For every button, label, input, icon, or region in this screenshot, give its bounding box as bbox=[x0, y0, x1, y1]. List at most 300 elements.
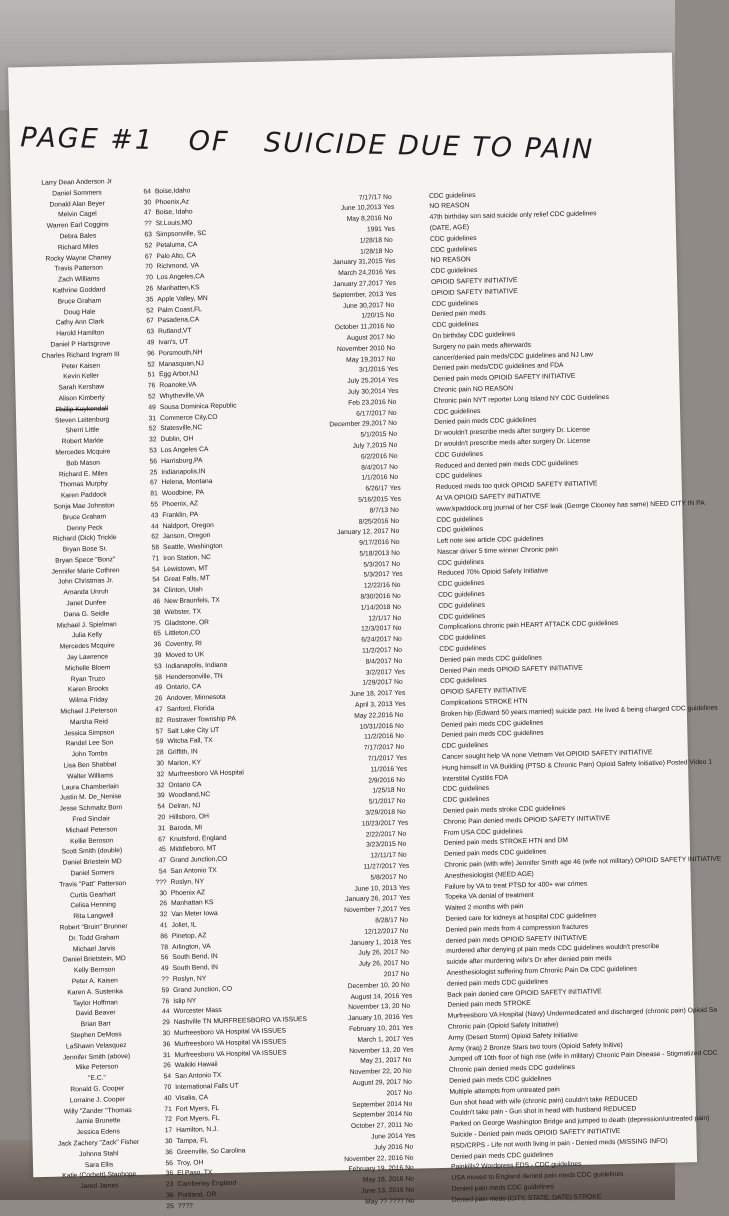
row-note: Denied pain meds CDC guidelines bbox=[444, 845, 688, 861]
row-date: 11/2/2016 bbox=[301, 732, 393, 745]
row-location: Dublin, OH bbox=[160, 433, 280, 447]
row-name: Richard E. Miles bbox=[27, 468, 139, 481]
row-name: Cathy Ann Clark bbox=[24, 317, 136, 330]
row-age: 28 bbox=[144, 748, 164, 759]
row-date: June 2014 bbox=[310, 1132, 402, 1145]
row-date: 11/2016 bbox=[302, 765, 394, 778]
row-age: 29 bbox=[150, 1018, 170, 1029]
row-age: 36 bbox=[150, 1040, 170, 1051]
row-age: 72 bbox=[152, 1115, 172, 1126]
row-name: Denny Peck bbox=[28, 522, 140, 535]
row-age: 54 bbox=[146, 867, 166, 878]
row-age: 52 bbox=[135, 392, 155, 403]
row-date: 6/24/2017 bbox=[299, 635, 391, 648]
row-yes-no: Yes bbox=[392, 570, 412, 581]
row-name: Kathrine Goddard bbox=[23, 285, 135, 298]
row-yes-no: No bbox=[386, 322, 406, 333]
row-note: Back pain denied care OPIOID SAFETY INITIATIVE bbox=[447, 985, 691, 1001]
row-location: Witcha Fall, TX bbox=[167, 735, 287, 749]
row-date: July 26, 2017 bbox=[306, 959, 398, 972]
row-age: 78 bbox=[148, 943, 168, 954]
row-location: Gladstone, OR bbox=[165, 616, 285, 630]
row-yes-no: Yes bbox=[401, 991, 421, 1002]
row-note: Chronic Pain denied meds OPIOID SAFETY INITIATIVE bbox=[443, 812, 687, 828]
row-note: Denied pain meds CDC guidelines bbox=[440, 650, 684, 666]
row-age: 26 bbox=[147, 900, 167, 911]
row-yes-no: Yes bbox=[402, 1023, 422, 1034]
row-note: Topeka VA denial of treatment bbox=[445, 888, 689, 904]
row-note: At VA OPIOID SAFETY INITIATIVE bbox=[436, 488, 680, 504]
row-age: 41 bbox=[147, 921, 167, 932]
row-location: Porsmouth,NH bbox=[159, 346, 279, 360]
row-name: John Tombs bbox=[34, 749, 146, 762]
row-name: Robert Markle bbox=[27, 436, 139, 449]
row-name: Fred Sinclair bbox=[35, 814, 147, 827]
row-age: 30 bbox=[150, 1029, 170, 1040]
row-note: Denied pain meds (CITY, STATE, DATE) STROKE bbox=[452, 1190, 696, 1206]
row-note: Multiple attempts from untreated pain bbox=[449, 1082, 693, 1098]
row-age: 44 bbox=[138, 522, 158, 533]
row-yes-no: No bbox=[400, 959, 420, 970]
row-location: Woodland,NC bbox=[169, 789, 289, 803]
row-yes-no: No bbox=[405, 1174, 425, 1185]
row-date: August 29, 2017 bbox=[309, 1078, 401, 1091]
row-date: 8/28/17 bbox=[305, 916, 397, 929]
row-location: Pasadena,CA bbox=[158, 314, 278, 328]
row-location: Rostraver Township PA bbox=[167, 713, 287, 727]
row-location: New Braunfels, TX bbox=[164, 594, 284, 608]
row-name: Robert "Bruin" Brunner bbox=[38, 922, 150, 935]
row-yes-no: No bbox=[386, 311, 406, 322]
row-yes-no: No bbox=[398, 872, 418, 883]
row-yes-no: No bbox=[393, 613, 413, 624]
row-note: Nascar driver 5 time winner Chronic pain bbox=[437, 542, 681, 558]
row-location: Knutsford, England bbox=[170, 832, 290, 846]
row-note: Denied pain meds OPIOID SAFETY INITIATIVE bbox=[433, 370, 677, 386]
row-date: November 13, 20 bbox=[307, 1002, 399, 1015]
row-date: January 12, 2017 bbox=[297, 527, 389, 540]
row-name: Travis Patterson bbox=[23, 263, 135, 276]
row-note: cancer/denied pain meds/CDC guidelines and NJ Law bbox=[433, 348, 677, 364]
row-name: Randel Lee Son bbox=[33, 738, 145, 751]
row-location: Whytheville,VA bbox=[159, 389, 279, 403]
row-note: suicide after murdering wife's Dr after denied pain meds bbox=[446, 952, 690, 968]
row-note: Denied pain meds/CDC guidelines and FDA bbox=[433, 359, 677, 375]
row-yes-no: Yes bbox=[387, 376, 407, 387]
row-date: 5/1/2017 bbox=[303, 797, 395, 810]
row-age: 59 bbox=[143, 738, 163, 749]
row-name: Bob Mason bbox=[27, 457, 139, 470]
row-location: Lewistown, MT bbox=[163, 562, 283, 576]
row-date: August 2017 bbox=[292, 333, 384, 346]
title-subject: SUICIDE DUE TO PAIN bbox=[264, 127, 595, 165]
row-age: ??? bbox=[147, 878, 167, 889]
row-note: CDC guidelines bbox=[442, 737, 686, 753]
row-yes-no: Yes bbox=[384, 257, 404, 268]
row-date: May 19,2017 bbox=[293, 355, 385, 368]
row-location: Visalia, CA bbox=[175, 1091, 295, 1105]
row-date: 3/2/2017 bbox=[300, 668, 392, 681]
row-yes-no: Yes bbox=[400, 937, 420, 948]
row-age: 63 bbox=[132, 230, 152, 241]
row-name: Julia Kelly bbox=[31, 630, 143, 643]
row-date: 1/25/18 bbox=[303, 786, 395, 799]
row-location: Statesville,NC bbox=[160, 422, 280, 436]
row-location: Rutland,VT bbox=[158, 325, 278, 339]
row-note: OPIOID SAFETY INITIATIVE bbox=[440, 683, 684, 699]
title-page-number: PAGE #1 bbox=[20, 122, 154, 156]
row-age: 30 bbox=[152, 1137, 172, 1148]
row-name: Sarah Kershaw bbox=[25, 382, 137, 395]
row-note: Reduced and denied pain meds CDC guidelines bbox=[435, 456, 679, 472]
row-note: Failure by VA to treat PTSD for 400+ war crimes bbox=[445, 877, 689, 893]
row-date: 12/11/17 bbox=[304, 851, 396, 864]
row-name: Lorraine J. Cooper bbox=[41, 1094, 153, 1107]
row-yes-no: No bbox=[400, 926, 420, 937]
row-date: 3/23/2015 bbox=[304, 840, 396, 853]
row-yes-no: No bbox=[401, 969, 421, 980]
row-yes-no: No bbox=[389, 440, 409, 451]
row-location: Waikiki Hawaii bbox=[175, 1059, 295, 1073]
row-yes-no: No bbox=[403, 1067, 423, 1078]
row-date: September, 2013 bbox=[291, 290, 383, 303]
row-note: Complications STROKE HTN bbox=[441, 693, 685, 709]
row-location: Phoenix,Az bbox=[155, 195, 275, 209]
row-yes-no: No bbox=[396, 743, 416, 754]
row-age: 56 bbox=[153, 1159, 173, 1170]
row-name: Karen Brooks bbox=[32, 684, 144, 697]
row-age: ?? bbox=[132, 220, 152, 231]
row-yes-no: No bbox=[383, 192, 403, 203]
row-yes-no: No bbox=[384, 214, 404, 225]
row-location: Apple Valley, MN bbox=[157, 292, 277, 306]
row-date: 5/3/2017 bbox=[298, 570, 390, 583]
row-yes-no: No bbox=[395, 710, 415, 721]
row-note: Denied pain meds CDC guidelines bbox=[441, 726, 685, 742]
row-name: Walter Williams bbox=[34, 770, 146, 783]
row-name: Peter A. Kaisen bbox=[39, 975, 151, 988]
row-note: Denied pain meds CDC guidelines bbox=[451, 1147, 695, 1163]
row-note: CDC guidelines bbox=[429, 186, 673, 202]
row-location: Sanford, Florida bbox=[167, 702, 287, 716]
row-yes-no: No bbox=[391, 559, 411, 570]
row-location: Grand Junction,CO bbox=[170, 854, 290, 868]
row-name: Michael Jarvis bbox=[38, 943, 150, 956]
row-location: Boise,Idaho bbox=[155, 184, 275, 198]
row-date: December 10, 20 bbox=[307, 981, 399, 994]
row-age: 23 bbox=[153, 1180, 173, 1191]
row-age: 25 bbox=[154, 1202, 174, 1213]
row-age: 96 bbox=[135, 349, 155, 360]
row-location: Indianapolis, Indiana bbox=[166, 659, 286, 673]
row-date: 11/2/2017 bbox=[299, 646, 391, 659]
row-location: Sousa Dominica Republic bbox=[160, 400, 280, 414]
row-yes-no: No bbox=[389, 462, 409, 473]
row-age: 39 bbox=[145, 792, 165, 803]
row-location: Petaluma, CA bbox=[156, 238, 276, 252]
row-yes-no: Yes bbox=[385, 268, 405, 279]
row-date: July 2016 bbox=[311, 1143, 403, 1156]
row-location: Camberley England bbox=[177, 1177, 297, 1191]
row-yes-no: No bbox=[405, 1153, 425, 1164]
row-age: 67 bbox=[134, 317, 154, 328]
row-yes-no: No bbox=[397, 829, 417, 840]
row-yes-no: No bbox=[389, 451, 409, 462]
row-age: 26 bbox=[142, 694, 162, 705]
row-yes-no: Yes bbox=[402, 1045, 422, 1056]
row-yes-no: No bbox=[397, 807, 417, 818]
row-location: Murfreesboro VA Hospital VA ISSUES bbox=[174, 1037, 294, 1051]
row-note: CDC guidelines bbox=[432, 316, 676, 332]
row-note: Army (Iraq) 2 Bronze Stars two tours (Opioid Safety Initive) bbox=[448, 1039, 692, 1055]
row-location: Simpsonville, SC bbox=[156, 227, 276, 241]
row-location: Indianapolis,IN bbox=[161, 465, 281, 479]
row-name: Amanda Unruh bbox=[30, 587, 142, 600]
row-age: 81 bbox=[138, 489, 158, 500]
row-age: 36 bbox=[141, 640, 161, 651]
row-yes-no: No bbox=[394, 656, 414, 667]
row-age: 67 bbox=[146, 835, 166, 846]
row-note: CDC guidelines bbox=[431, 262, 675, 278]
row-location: Harrisburg,PA bbox=[161, 454, 281, 468]
row-date: March 24,2016 bbox=[291, 268, 383, 281]
row-name: Sonja Mae Johnston bbox=[28, 501, 140, 514]
row-yes-no: No bbox=[388, 419, 408, 430]
row-location: Palm Coast,FL bbox=[158, 303, 278, 317]
row-date: September 2014 bbox=[310, 1110, 402, 1123]
row-location: Great Falls, MT bbox=[164, 573, 284, 587]
row-note: Army (Desert Storm) Opioid Safety Initiative bbox=[448, 1028, 692, 1044]
row-name: Lisa Ben Shabbat bbox=[34, 760, 146, 773]
row-age: 40 bbox=[151, 1094, 171, 1105]
row-yes-no: No bbox=[391, 538, 411, 549]
row-note: CDC guidelines bbox=[430, 229, 674, 245]
row-date: November 22, 20 bbox=[309, 1067, 401, 1080]
row-yes-no: No bbox=[392, 581, 412, 592]
row-location: Troy, OH bbox=[177, 1156, 297, 1170]
row-name: Mercedes Mcquire bbox=[31, 641, 143, 654]
row-date: 1/1/2016 bbox=[295, 473, 387, 486]
row-yes-no: No bbox=[404, 1120, 424, 1131]
row-yes-no: Yes bbox=[402, 1034, 422, 1045]
row-date: May 18, 2016 bbox=[311, 1175, 403, 1188]
row-age: 25 bbox=[137, 468, 157, 479]
row-age: 76 bbox=[149, 997, 169, 1008]
row-yes-no: Yes bbox=[399, 883, 419, 894]
row-date: June 10, 2013 bbox=[305, 884, 397, 897]
row-location: Ontario CA bbox=[168, 778, 288, 792]
row-yes-no: No bbox=[388, 408, 408, 419]
row-location: Grand Junction, CO bbox=[173, 983, 293, 997]
row-date: July 7,2015 bbox=[295, 441, 387, 454]
row-name: Dr. Todd Graham bbox=[38, 932, 150, 945]
row-location: San Antonio TX bbox=[175, 1069, 295, 1083]
row-name: Kellie Beroson bbox=[36, 835, 148, 848]
row-location: Ivan's, UT bbox=[158, 335, 278, 349]
row-note: Denied pain meds CDC guidelines bbox=[441, 715, 685, 731]
row-location: Franklin, PA bbox=[162, 508, 282, 522]
row-age: 31 bbox=[145, 824, 165, 835]
row-name: Daniel Sommers bbox=[21, 188, 133, 201]
row-note: Jumped off 10th floor of high rise (wife in military) Chronic Pain Disease - Stigmatized CDC bbox=[449, 1050, 693, 1066]
row-name: Jamie Brunette bbox=[42, 1116, 154, 1129]
row-yes-no: Yes bbox=[396, 764, 416, 775]
row-date: 8/7/13 bbox=[296, 506, 388, 519]
row-date: 6/26/17 bbox=[296, 484, 388, 497]
row-name: Harold Hamilton bbox=[24, 328, 136, 341]
row-name: David Beaver bbox=[39, 1008, 151, 1021]
row-location: Phoenix AZ bbox=[171, 886, 291, 900]
row-age: 86 bbox=[148, 932, 168, 943]
row-age: 53 bbox=[137, 446, 157, 457]
row-yes-no: Yes bbox=[395, 700, 415, 711]
row-note: NO REASON bbox=[430, 251, 674, 267]
row-yes-no: No bbox=[386, 333, 406, 344]
row-age: 57 bbox=[143, 727, 163, 738]
row-date: May ?? ???? bbox=[312, 1197, 404, 1210]
row-location: Baroda, MI bbox=[169, 821, 289, 835]
row-yes-no: Yes bbox=[399, 905, 419, 916]
row-name: Dana G. Seidle bbox=[30, 608, 142, 621]
row-yes-no: No bbox=[394, 678, 414, 689]
row-date: 7/17/2017 bbox=[302, 743, 394, 756]
row-note: Chronic pain denied meds CDC guidelines bbox=[449, 1060, 693, 1076]
row-age: 62 bbox=[139, 533, 159, 544]
row-note: denied pain meds CDC guidelines bbox=[447, 974, 691, 990]
paper-sheet bbox=[8, 52, 697, 1177]
row-name: Stephen DeMoss bbox=[40, 1029, 152, 1042]
row-name: Donald Alan Beyer bbox=[21, 198, 133, 211]
row-date: 8/30/2016 bbox=[298, 592, 390, 605]
row-location: Worcester Mass bbox=[173, 1005, 293, 1019]
row-name: Thomas Murphy bbox=[27, 479, 139, 492]
row-name: Daniel Brietstein, MD bbox=[38, 954, 150, 967]
row-name: Scott Smith (double) bbox=[36, 846, 148, 859]
row-note: Chronic pain NYT reporter Long Island NY CDC Guidelines bbox=[434, 391, 678, 407]
row-note: 47th birthday son said suicide only relief CDC guidelines bbox=[429, 208, 673, 224]
row-yes-no: No bbox=[395, 721, 415, 732]
row-location: Seattle, Washington bbox=[163, 541, 283, 555]
row-name: Doug Hale bbox=[24, 306, 136, 319]
row-age: 70 bbox=[133, 273, 153, 284]
row-age: 70 bbox=[151, 1083, 171, 1094]
row-date: November 2010 bbox=[292, 344, 384, 357]
row-date: 11/27/2017 bbox=[304, 862, 396, 875]
row-age: 59 bbox=[149, 986, 169, 997]
row-date: 2/22/2017 bbox=[303, 830, 395, 843]
row-date: February 10, 201 bbox=[308, 1024, 400, 1037]
row-location: Arlington, VA bbox=[172, 940, 292, 954]
row-location: Manasquan,NJ bbox=[159, 357, 279, 371]
row-note: (DATE, AGE) bbox=[430, 218, 674, 234]
row-yes-no: No bbox=[404, 1110, 424, 1121]
row-date: 5/1/2015 bbox=[294, 430, 386, 443]
row-name: Ryan Truzo bbox=[32, 673, 144, 686]
row-location: Los Angeles CA bbox=[161, 443, 281, 457]
row-location: Pinetop, AZ bbox=[172, 929, 292, 943]
row-location: Clinton, Utah bbox=[164, 584, 284, 598]
row-date: 12/1/17 bbox=[299, 614, 391, 627]
row-name: Steven Leitenburg bbox=[26, 414, 138, 427]
row-name: Debra Bales bbox=[22, 231, 134, 244]
row-name: Alison Kimberly bbox=[26, 393, 138, 406]
row-yes-no: Yes bbox=[383, 203, 403, 214]
row-note: RSD/CRPS - Life not worth living in pain - Denied meds (MISSING INFO) bbox=[451, 1136, 695, 1152]
row-location: Webster, TX bbox=[164, 605, 284, 619]
row-note: CDC guidelines bbox=[438, 596, 682, 612]
row-date: January 31,2015 bbox=[291, 257, 383, 270]
row-note: CDC guidelines bbox=[437, 553, 681, 569]
row-yes-no: No bbox=[403, 1077, 423, 1088]
row-age: 32 bbox=[136, 435, 156, 446]
row-yes-no: No bbox=[390, 505, 410, 516]
row-yes-no: Yes bbox=[384, 225, 404, 236]
row-date: April 3, 2013 bbox=[301, 700, 393, 713]
row-date: 10/23/2017 bbox=[303, 819, 395, 832]
row-yes-no: No bbox=[384, 235, 404, 246]
row-age: 56 bbox=[148, 954, 168, 965]
row-yes-no: Yes bbox=[404, 1131, 424, 1142]
row-date: November 7,2017 bbox=[305, 905, 397, 918]
row-yes-no: Yes bbox=[396, 753, 416, 764]
row-date: June 30,2017 bbox=[291, 301, 383, 314]
row-note: Denied care for kidneys at hospital CDC guidelines bbox=[445, 909, 689, 925]
row-age: 58 bbox=[142, 673, 162, 684]
row-yes-no: No bbox=[388, 397, 408, 408]
row-yes-no: No bbox=[384, 246, 404, 257]
row-date: 5/8/2017 bbox=[304, 873, 396, 886]
row-note: CDC guidelines bbox=[439, 629, 683, 645]
row-yes-no: No bbox=[400, 948, 420, 959]
row-note: Anesthesiologist suffering from Chronic Pain Da CDC guidelines bbox=[447, 963, 691, 979]
row-name: Melvin Cagel bbox=[21, 209, 133, 222]
row-date: January 10, 2016 bbox=[308, 1013, 400, 1026]
row-name: Michael J. Spielman bbox=[31, 619, 143, 632]
row-note: Denied pain meds STROKE bbox=[447, 996, 691, 1012]
row-date: October 27, 2011 bbox=[310, 1121, 402, 1134]
row-name: Brian Barr bbox=[40, 1019, 152, 1032]
row-age: 47 bbox=[146, 856, 166, 867]
row-age: 75 bbox=[141, 619, 161, 630]
row-yes-no: No bbox=[403, 1088, 423, 1099]
row-age: ?? bbox=[149, 975, 169, 986]
row-age: 49 bbox=[148, 964, 168, 975]
row-location: Los Angeles,CA bbox=[157, 271, 277, 285]
row-age: 26 bbox=[133, 284, 153, 295]
row-age: 32 bbox=[144, 781, 164, 792]
row-yes-no: No bbox=[401, 980, 421, 991]
row-note: Complications chronic pain HEART ATTACK CDC guidelines bbox=[439, 618, 683, 634]
row-name: Rita Langwell bbox=[37, 911, 149, 924]
row-note: Anesthesiologist (NEED AGE) bbox=[444, 866, 688, 882]
row-note: Chronic pain (with wife) Jennifer Smith age 46 (wife not military) OPIOID SAFETY INITIATIVE bbox=[444, 855, 688, 871]
row-note: murdered after denying pt pain meds CDC guidelines wouldn't prescribe bbox=[446, 942, 690, 958]
row-age: 71 bbox=[139, 554, 159, 565]
row-date: 9/17/2016 bbox=[297, 538, 389, 551]
row-age: 47 bbox=[131, 209, 151, 220]
row-note: Parked on George Washington Bridge and jumped to death (depression/untreated pain) bbox=[450, 1114, 694, 1130]
row-location: El Paso, TX bbox=[177, 1167, 297, 1181]
row-yes-no: Yes bbox=[399, 894, 419, 905]
row-note: Dr wouldn't prescribe meds after surgery Dr. License bbox=[434, 424, 678, 440]
row-age: 76 bbox=[135, 381, 155, 392]
row-location: Richmond, VA bbox=[157, 260, 277, 274]
row-yes-no: No bbox=[387, 354, 407, 365]
row-age: 64 bbox=[131, 187, 151, 198]
row-name: Johnna Stahl bbox=[43, 1148, 155, 1161]
row-date: January 27,2017 bbox=[291, 279, 383, 292]
row-location: Janson, Oregon bbox=[163, 530, 283, 544]
